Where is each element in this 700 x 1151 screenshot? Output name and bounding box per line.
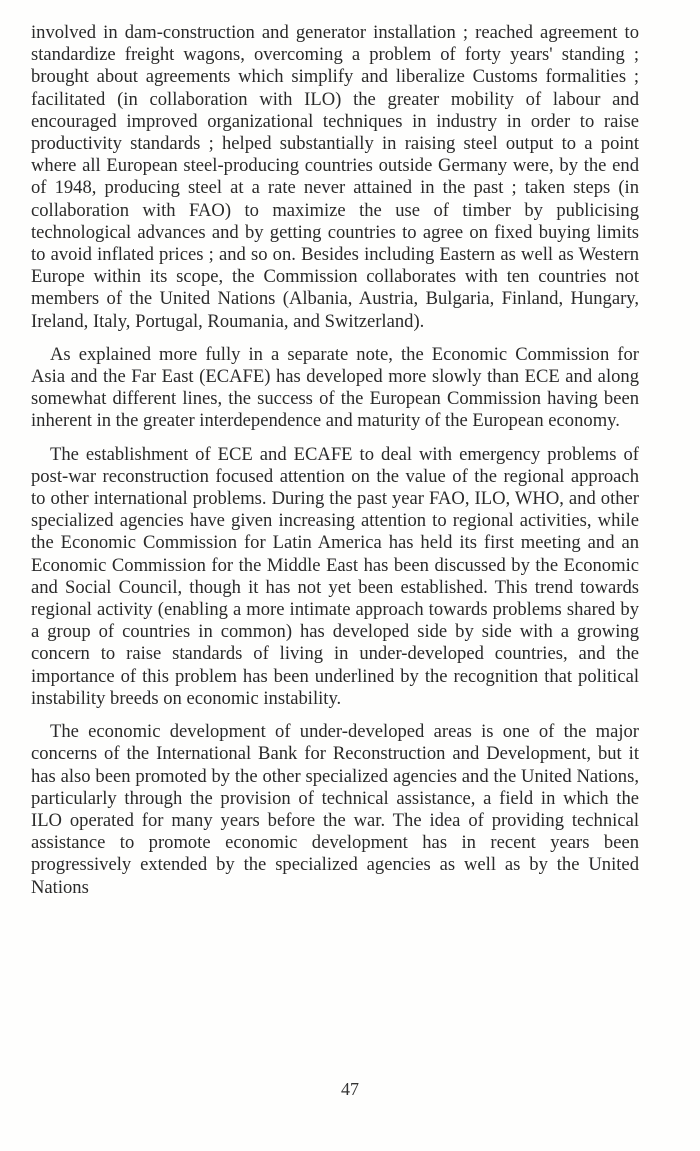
paragraph-economic-development: The economic development of under-developed areas is one of the major concerns of the International Bank for Reconstruction and Development, but it has also been promoted by the other specialized agencies and the United Nations, particularly through the provision of technical assistance, a field in which the ILO operated for many years before the war. The idea of providing technical assistance to promote economic development has in recent years been progressively extended by the specialized agencies as well as by the United Nations [31,721,639,898]
body-text [31,22,639,910]
paragraph-continued: involved in dam-construction and generator installation ; reached agreement to standardize freight wagons, overcoming a problem of forty years' standing ; brought about agreements which simplify and liberalize Customs formalities ; facilitated (in collaboration with ILO) the greater mobility of labour and encouraged improved organizational techniques in industry in order to raise productivity standards ; helped substantially in raising steel output to a point where all European steel-producing countries outside Germany were, by the end of 1948, producing steel at a rate never attained in the past ; taken steps (in collaboration with FAO) to maximize the use of timber by publicising technological advances and by getting countries to agree on fixed buying limits to avoid inflated prices ; and so on. Besides including Eastern as well as Western Europe within its scope, the Commission collaborates with ten countries not members of the United Nations (Albania, Austria, Bulgaria, Finland, Hungary, Ireland, Italy, Portugal, Roumania, and Switzerland). [31,22,639,332]
paragraph-ecafe: As explained more fully in a separate note, the Economic Commission for Asia and the Far East (ECAFE) has developed more slowly than ECE and along somewhat different lines, the success of the European Commission having been inherent in the greater interdependence and maturity of the European economy. [31,343,639,432]
page-number: 47 [341,1079,359,1099]
paragraph-regional-approach: The establishment of ECE and ECAFE to deal with emergency problems of post-war reconstruction focused attention on the value of the regional approach to other international problems. During the past year FAO, ILO, WHO, and other specialized agencies have given increasing attention to regional activities, while the Economic Commission for Latin America has held its first meeting and an Economic Commission for the Middle East has been discussed by the Economic and Social Council, though it has not yet been established. This trend towards regional activity (enabling a more intimate approach towards problems shared by a group of countries in common) has developed side by side with a growing concern to raise standards of living in under-developed countries, and the importance of this problem has been underlined by the recognition that political instability breeds on economic instability. [31,443,639,709]
